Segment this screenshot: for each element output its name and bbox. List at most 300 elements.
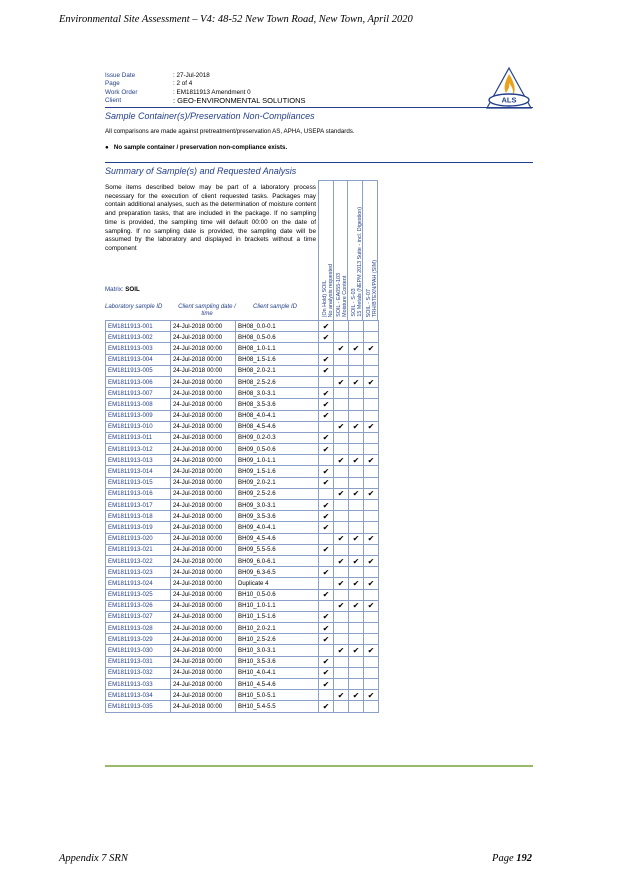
meta-value: : GEO-ENVIRONMENTAL SOLUTIONS xyxy=(173,95,306,105)
client-sample-id: BH09_4.5-4.6 xyxy=(236,533,319,544)
analysis-cell xyxy=(364,522,379,533)
sampling-date: 24-Jul-2018 00:00 xyxy=(171,555,236,566)
lab-sample-id: EM1811913-007 xyxy=(106,388,171,399)
table-row xyxy=(106,544,379,555)
table-row xyxy=(106,567,379,578)
sampling-date: 24-Jul-2018 00:00 xyxy=(171,466,236,477)
analysis-cell xyxy=(349,399,364,410)
analysis-cell xyxy=(319,544,334,555)
analysis-cell xyxy=(319,365,334,376)
client-sample-id: BH10_4.5-4.6 xyxy=(236,679,319,690)
sampling-date: 24-Jul-2018 00:00 xyxy=(171,488,236,499)
table-row xyxy=(106,522,379,533)
analysis-cell xyxy=(319,388,334,399)
table-row xyxy=(106,365,379,376)
meta-label: Issue Date xyxy=(105,72,136,79)
client-sample-id: BH10_1.5-1.6 xyxy=(236,611,319,622)
analysis-cell xyxy=(349,421,364,432)
table-row xyxy=(106,656,379,667)
sampling-date: 24-Jul-2018 00:00 xyxy=(171,656,236,667)
checkmark-icon: ✔ xyxy=(322,411,330,421)
analysis-cell xyxy=(319,679,334,690)
sampling-date: 24-Jul-2018 00:00 xyxy=(171,690,236,701)
analysis-cell xyxy=(334,701,349,712)
sampling-date: 24-Jul-2018 00:00 xyxy=(171,645,236,656)
checkmark-icon: ✔ xyxy=(352,343,360,353)
meta-row xyxy=(105,97,306,105)
lab-sample-id: EM1811913-002 xyxy=(106,332,171,343)
analysis-cell xyxy=(349,611,364,622)
analysis-cell xyxy=(364,365,379,376)
analysis-cell xyxy=(334,354,349,365)
client-sample-id: BH09_1.5-1.6 xyxy=(236,466,319,477)
lab-sample-id: EM1811913-030 xyxy=(106,645,171,656)
client-sample-id: BH10_3.5-3.6 xyxy=(236,656,319,667)
checkmark-icon: ✔ xyxy=(352,534,360,544)
analysis-cell xyxy=(319,421,334,432)
analysis-cell xyxy=(364,332,379,343)
lab-sample-id: EM1811913-014 xyxy=(106,466,171,477)
analysis-cell xyxy=(334,555,349,566)
client-sample-id: BH08_2.5-2.6 xyxy=(236,376,319,387)
analysis-cell xyxy=(364,500,379,511)
analysis-cell xyxy=(364,376,379,387)
checkmark-icon: ✔ xyxy=(337,690,345,700)
analysis-cell xyxy=(334,332,349,343)
checkmark-icon: ✔ xyxy=(352,556,360,566)
checkmark-icon: ✔ xyxy=(367,601,375,611)
analysis-cell xyxy=(334,623,349,634)
analysis-cell xyxy=(349,623,364,634)
lab-sample-id: EM1811913-006 xyxy=(106,376,171,387)
meta-value: : 27-Jul-2018 xyxy=(173,72,210,79)
sampling-date: 24-Jul-2018 00:00 xyxy=(171,600,236,611)
lab-sample-id: EM1811913-027 xyxy=(106,611,171,622)
analysis-cell xyxy=(334,690,349,701)
analysis-cell xyxy=(349,477,364,488)
analysis-cell xyxy=(334,477,349,488)
table-row xyxy=(106,589,379,600)
analysis-cell xyxy=(349,634,364,645)
analysis-cell xyxy=(349,522,364,533)
sampling-date: 24-Jul-2018 00:00 xyxy=(171,376,236,387)
analysis-cell xyxy=(364,455,379,466)
section-title: Sample Container(s)/Preservation Non-Compliances xyxy=(105,111,315,121)
sampling-date: 24-Jul-2018 00:00 xyxy=(171,500,236,511)
analysis-cell xyxy=(334,343,349,354)
col-date: Client sampling date / time xyxy=(178,304,236,317)
analysis-cell xyxy=(319,656,334,667)
analysis-cell xyxy=(364,679,379,690)
sampling-date: 24-Jul-2018 00:00 xyxy=(171,343,236,354)
checkmark-icon: ✔ xyxy=(367,534,375,544)
client-sample-id: BH09_0.2-0.3 xyxy=(236,432,319,443)
analysis-cell xyxy=(334,410,349,421)
lab-sample-id: EM1811913-003 xyxy=(106,343,171,354)
checkmark-icon: ✔ xyxy=(352,489,360,499)
lab-sample-id: EM1811913-008 xyxy=(106,399,171,410)
divider xyxy=(105,162,533,163)
footer-page-number: 192 xyxy=(516,853,532,864)
analysis-cell xyxy=(319,578,334,589)
sampling-date: 24-Jul-2018 00:00 xyxy=(171,522,236,533)
checkmark-icon: ✔ xyxy=(367,377,375,387)
analysis-label: (On Hold) SOIL No analysis requested xyxy=(322,263,334,317)
sampling-date: 24-Jul-2018 00:00 xyxy=(171,410,236,421)
matrix-value: SOIL xyxy=(125,286,140,293)
analysis-cell xyxy=(319,410,334,421)
analysis-cell xyxy=(319,667,334,678)
checkmark-icon: ✔ xyxy=(367,455,375,465)
client-sample-id: BH10_0.5-0.6 xyxy=(236,589,319,600)
checkmark-icon: ✔ xyxy=(337,601,345,611)
client-sample-id: BH09_5.5-5.6 xyxy=(236,544,319,555)
checkmark-icon: ✔ xyxy=(322,478,330,488)
table-row xyxy=(106,600,379,611)
analysis-cell xyxy=(334,578,349,589)
analysis-cell xyxy=(319,511,334,522)
client-sample-id: BH09_4.0-4.1 xyxy=(236,522,319,533)
lab-sample-id: EM1811913-017 xyxy=(106,500,171,511)
table-row xyxy=(106,421,379,432)
table-row xyxy=(106,477,379,488)
analysis-cell xyxy=(364,399,379,410)
sampling-date: 24-Jul-2018 00:00 xyxy=(171,567,236,578)
sampling-date: 24-Jul-2018 00:00 xyxy=(171,321,236,332)
sampling-date: 24-Jul-2018 00:00 xyxy=(171,421,236,432)
analysis-cell xyxy=(334,388,349,399)
analysis-cell xyxy=(334,321,349,332)
analysis-cell xyxy=(349,321,364,332)
table-row xyxy=(106,690,379,701)
analysis-cell xyxy=(334,634,349,645)
footer-rule xyxy=(105,765,533,767)
checkmark-icon: ✔ xyxy=(337,377,345,387)
table-row xyxy=(106,500,379,511)
client-sample-id: BH08_2.0-2.1 xyxy=(236,365,319,376)
lab-sample-id: EM1811913-034 xyxy=(106,690,171,701)
analysis-cell xyxy=(364,555,379,566)
checkmark-icon: ✔ xyxy=(367,556,375,566)
page-header: Environmental Site Assessment – V4: 48-52 New Town Road, New Town, April 2020 xyxy=(59,14,413,25)
analysis-cell xyxy=(349,376,364,387)
client-sample-id: BH10_5.0-5.1 xyxy=(236,690,319,701)
lab-sample-id: EM1811913-016 xyxy=(106,488,171,499)
analysis-label: SOIL - EA055-103 Moisture Content xyxy=(336,273,348,317)
analysis-cell xyxy=(364,343,379,354)
table-row xyxy=(106,354,379,365)
client-sample-id: BH09_6.3-6.5 xyxy=(236,567,319,578)
checkmark-icon: ✔ xyxy=(322,634,330,644)
analysis-cell xyxy=(364,690,379,701)
lab-sample-id: EM1811913-021 xyxy=(106,544,171,555)
analysis-cell xyxy=(364,544,379,555)
col-lab-id: Laboratory sample ID xyxy=(105,304,163,310)
analysis-cell xyxy=(364,444,379,455)
analysis-cell xyxy=(334,466,349,477)
lab-sample-id: EM1811913-015 xyxy=(106,477,171,488)
lab-sample-id: EM1811913-024 xyxy=(106,578,171,589)
analysis-cell xyxy=(334,667,349,678)
checkmark-icon: ✔ xyxy=(322,467,330,477)
analysis-cell xyxy=(349,354,364,365)
analysis-cell xyxy=(349,388,364,399)
analysis-cell xyxy=(319,477,334,488)
sampling-date: 24-Jul-2018 00:00 xyxy=(171,667,236,678)
analysis-label: SOIL - S-07 TRH/BTEXN/PAH (SIM) xyxy=(366,259,378,317)
analysis-cell xyxy=(364,623,379,634)
checkmark-icon: ✔ xyxy=(322,433,330,443)
analysis-cell xyxy=(349,432,364,443)
analysis-cell xyxy=(349,555,364,566)
samples-table xyxy=(105,320,379,713)
meta-row xyxy=(105,80,306,88)
analysis-cell xyxy=(319,466,334,477)
table-row xyxy=(106,533,379,544)
lab-sample-id: EM1811913-029 xyxy=(106,634,171,645)
analysis-cell xyxy=(364,589,379,600)
table-row xyxy=(106,578,379,589)
analysis-cell xyxy=(364,600,379,611)
analysis-cell xyxy=(364,410,379,421)
sampling-date: 24-Jul-2018 00:00 xyxy=(171,533,236,544)
analysis-cell xyxy=(334,589,349,600)
analysis-cell xyxy=(319,567,334,578)
sampling-date: 24-Jul-2018 00:00 xyxy=(171,589,236,600)
checkmark-icon: ✔ xyxy=(337,534,345,544)
checkmark-icon: ✔ xyxy=(322,567,330,577)
analysis-cell xyxy=(364,701,379,712)
analysis-cell xyxy=(349,578,364,589)
checkmark-icon: ✔ xyxy=(367,578,375,588)
meta-label: Work Order xyxy=(105,88,138,96)
analysis-cell xyxy=(364,656,379,667)
analysis-cell xyxy=(334,421,349,432)
analysis-cell xyxy=(349,544,364,555)
analysis-cell xyxy=(319,399,334,410)
report-meta xyxy=(105,72,306,105)
analysis-cell xyxy=(334,432,349,443)
analysis-cell xyxy=(334,533,349,544)
lab-sample-id: EM1811913-010 xyxy=(106,421,171,432)
analysis-cell xyxy=(319,623,334,634)
meta-row xyxy=(105,72,306,80)
analysis-cell xyxy=(349,444,364,455)
analysis-cell xyxy=(349,488,364,499)
analysis-cell xyxy=(364,477,379,488)
checkmark-icon: ✔ xyxy=(322,590,330,600)
analysis-cell xyxy=(364,645,379,656)
client-sample-id: BH08_0.5-0.6 xyxy=(236,332,319,343)
analysis-cell xyxy=(319,455,334,466)
section-title: Summary of Sample(s) and Requested Analysis xyxy=(105,166,297,176)
analysis-cell xyxy=(319,488,334,499)
lab-sample-id: EM1811913-019 xyxy=(106,522,171,533)
analysis-cell xyxy=(349,645,364,656)
analysis-header xyxy=(363,180,378,321)
analysis-cell xyxy=(334,444,349,455)
analysis-cell xyxy=(319,432,334,443)
meta-label: Page xyxy=(105,80,120,88)
analysis-cell xyxy=(319,376,334,387)
meta-value: : 2 of 4 xyxy=(173,80,193,88)
analysis-cell xyxy=(364,388,379,399)
sampling-date: 24-Jul-2018 00:00 xyxy=(171,365,236,376)
sampling-date: 24-Jul-2018 00:00 xyxy=(171,511,236,522)
checkmark-icon: ✔ xyxy=(352,377,360,387)
sampling-date: 24-Jul-2018 00:00 xyxy=(171,679,236,690)
analysis-cell xyxy=(319,701,334,712)
analysis-cell xyxy=(364,321,379,332)
sampling-date: 24-Jul-2018 00:00 xyxy=(171,701,236,712)
analysis-cell xyxy=(319,555,334,566)
statement: All comparisons are made against pretreatment/preservation AS, APHA, USEPA standards. xyxy=(105,128,355,135)
analysis-cell xyxy=(349,466,364,477)
analysis-cell xyxy=(349,667,364,678)
analysis-cell xyxy=(334,656,349,667)
analysis-cell xyxy=(349,656,364,667)
lab-sample-id: EM1811913-035 xyxy=(106,701,171,712)
lab-sample-id: EM1811913-011 xyxy=(106,432,171,443)
analysis-cell xyxy=(319,522,334,533)
analysis-cell xyxy=(364,511,379,522)
description: Some items described below may be part of a laboratory process necessary for the execution of client requested tasks. Packages may contain additional analyses, such as the determination of moisture content and preparation tasks, that are included in the package. If no sampling time is provided, the sampling time will default 00:00 on the date of sampling. If no sampling date is provided, the sampling date will be assumed by the laboratory and displayed in brackets without a time component xyxy=(105,184,316,252)
lab-sample-id: EM1811913-033 xyxy=(106,679,171,690)
checkmark-icon: ✔ xyxy=(322,623,330,633)
sampling-date: 24-Jul-2018 00:00 xyxy=(171,477,236,488)
analysis-cell xyxy=(319,332,334,343)
client-sample-id: Duplicate 4 xyxy=(236,578,319,589)
bullet-item xyxy=(105,144,287,151)
analysis-cell xyxy=(319,533,334,544)
analysis-cell xyxy=(334,500,349,511)
table-row xyxy=(106,388,379,399)
analysis-cell xyxy=(334,679,349,690)
analysis-cell xyxy=(364,611,379,622)
checkmark-icon: ✔ xyxy=(352,455,360,465)
client-sample-id: BH10_4.0-4.1 xyxy=(236,667,319,678)
checkmark-icon: ✔ xyxy=(322,668,330,678)
client-sample-id: BH08_0.0-0.1 xyxy=(236,321,319,332)
analysis-cell xyxy=(364,578,379,589)
lab-sample-id: EM1811913-018 xyxy=(106,511,171,522)
checkmark-icon: ✔ xyxy=(337,455,345,465)
checkmark-icon: ✔ xyxy=(337,556,345,566)
matrix xyxy=(105,286,140,293)
sampling-date: 24-Jul-2018 00:00 xyxy=(171,399,236,410)
analysis-cell xyxy=(349,511,364,522)
analysis-cell xyxy=(334,600,349,611)
client-sample-id: BH10_2.0-2.1 xyxy=(236,623,319,634)
client-sample-id: BH10_5.4-5.5 xyxy=(236,701,319,712)
lab-sample-id: EM1811913-023 xyxy=(106,567,171,578)
analysis-cell xyxy=(349,500,364,511)
lab-sample-id: EM1811913-032 xyxy=(106,667,171,678)
analysis-cell xyxy=(319,611,334,622)
analysis-cell xyxy=(319,589,334,600)
sampling-date: 24-Jul-2018 00:00 xyxy=(171,623,236,634)
analysis-cell xyxy=(349,600,364,611)
checkmark-icon: ✔ xyxy=(322,522,330,532)
footer-page-label: Page xyxy=(492,853,514,864)
client-sample-id: BH08_4.0-4.1 xyxy=(236,410,319,421)
checkmark-icon: ✔ xyxy=(322,321,330,331)
als-logo xyxy=(485,66,533,110)
checkmark-icon: ✔ xyxy=(322,500,330,510)
logo-text: ALS xyxy=(501,95,517,105)
col-client-id: Client sample ID xyxy=(252,304,297,310)
lab-sample-id: EM1811913-009 xyxy=(106,410,171,421)
client-sample-id: BH10_2.5-2.6 xyxy=(236,634,319,645)
client-sample-id: BH09_6.0-6.1 xyxy=(236,555,319,566)
table-row xyxy=(106,332,379,343)
table-row xyxy=(106,488,379,499)
client-sample-id: BH10_3.0-3.1 xyxy=(236,645,319,656)
table-row xyxy=(106,399,379,410)
divider xyxy=(105,107,533,108)
analysis-cell xyxy=(319,645,334,656)
sampling-date: 24-Jul-2018 00:00 xyxy=(171,544,236,555)
checkmark-icon: ✔ xyxy=(337,422,345,432)
lab-sample-id: EM1811913-031 xyxy=(106,656,171,667)
analysis-cell xyxy=(334,455,349,466)
checkmark-icon: ✔ xyxy=(337,578,345,588)
table-row xyxy=(106,432,379,443)
analysis-cell xyxy=(334,567,349,578)
table-row xyxy=(106,555,379,566)
client-sample-id: BH09_0.5-0.6 xyxy=(236,444,319,455)
table-row xyxy=(106,611,379,622)
checkmark-icon: ✔ xyxy=(352,646,360,656)
checkmark-icon: ✔ xyxy=(322,366,330,376)
checkmark-icon: ✔ xyxy=(322,657,330,667)
bullet-text: No sample container / preservation non-compliance exists. xyxy=(113,144,288,151)
checkmark-icon: ✔ xyxy=(367,690,375,700)
matrix-label: Matrix: xyxy=(105,286,124,293)
table-row xyxy=(106,410,379,421)
analysis-cell xyxy=(319,343,334,354)
checkmark-icon: ✔ xyxy=(322,679,330,689)
meta-label: Client xyxy=(105,96,122,104)
bullet-dot: ● xyxy=(105,144,114,151)
checkmark-icon: ✔ xyxy=(367,422,375,432)
checkmark-icon: ✔ xyxy=(367,646,375,656)
analysis-cell xyxy=(334,522,349,533)
client-sample-id: BH09_2.0-2.1 xyxy=(236,477,319,488)
checkmark-icon: ✔ xyxy=(352,578,360,588)
table-row xyxy=(106,455,379,466)
analysis-cell xyxy=(319,634,334,645)
analysis-cell xyxy=(349,365,364,376)
sampling-date: 24-Jul-2018 00:00 xyxy=(171,432,236,443)
analysis-cell xyxy=(319,600,334,611)
lab-sample-id: EM1811913-005 xyxy=(106,365,171,376)
table-row xyxy=(106,343,379,354)
table-row xyxy=(106,634,379,645)
checkmark-icon: ✔ xyxy=(367,343,375,353)
analysis-cell xyxy=(334,488,349,499)
analysis-cell xyxy=(334,511,349,522)
lab-sample-id: EM1811913-026 xyxy=(106,600,171,611)
analysis-cell xyxy=(364,354,379,365)
analysis-cell xyxy=(319,690,334,701)
checkmark-icon: ✔ xyxy=(322,511,330,521)
checkmark-icon: ✔ xyxy=(322,701,330,711)
checkmark-icon: ✔ xyxy=(367,489,375,499)
checkmark-icon: ✔ xyxy=(352,422,360,432)
client-sample-id: BH09_2.5-2.6 xyxy=(236,488,319,499)
analysis-cell xyxy=(334,544,349,555)
